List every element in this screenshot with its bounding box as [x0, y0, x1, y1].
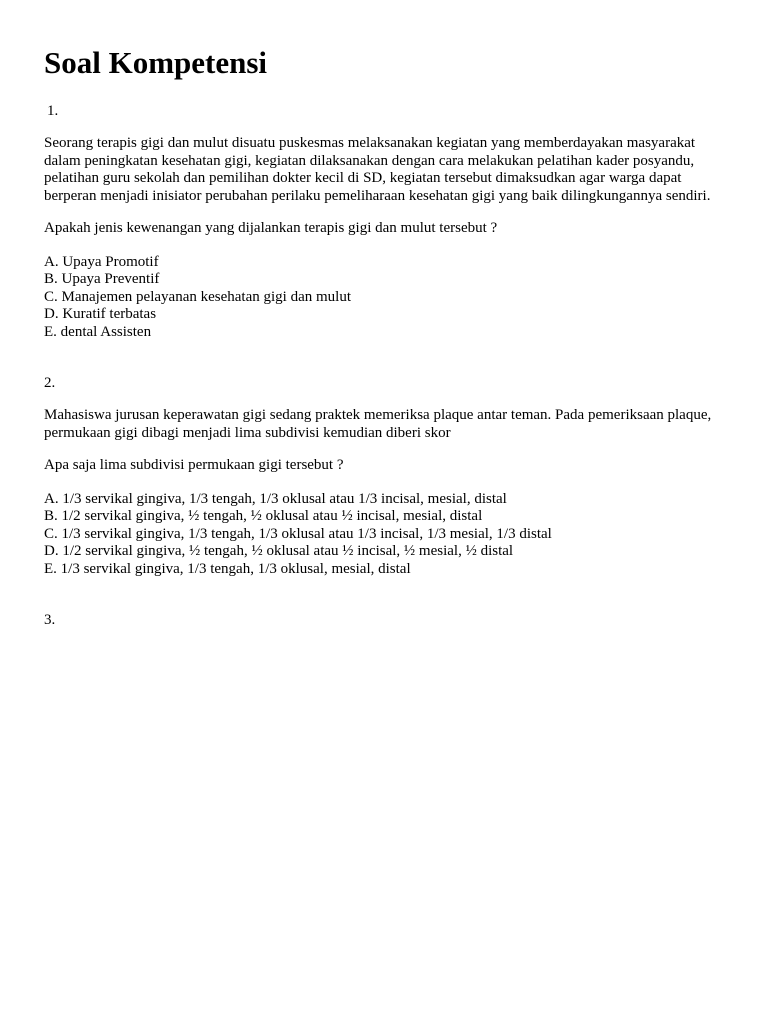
option-c: C. Manajemen pelayanan kesehatan gigi dan mulut [44, 288, 351, 305]
question-number: 3. [44, 612, 56, 628]
option-d: D. Kuratif terbatas [44, 306, 157, 323]
question-1 [44, 102, 724, 341]
question-text: Mahasiswa jurusan keperawatan gigi sedang praktek memeriksa plaque antar teman. Pada pemeriksaan plaque, permukaan gigi dibagi menjadi lima subdivisi kemudian diberi skor [44, 407, 712, 441]
option-a: A. Upaya Promotif [44, 253, 159, 270]
question-prompt: Apakah jenis kewenangan yang dijalankan terapis gigi dan mulut tersebut ? [44, 220, 498, 236]
option-c: C. 1/3 servikal gingiva, 1/3 tengah, 1/3 oklusal atau 1/3 incisal, 1/3 mesial, 1/3 distal [44, 525, 552, 542]
question-prompt: Apa saja lima subdivisi permukaan gigi tersebut ? [44, 457, 344, 473]
option-b: B. Upaya Preventif [44, 271, 160, 288]
option-b: B. 1/2 servikal gingiva, ½ tengah, ½ oklusal atau ½ incisal, mesial, distal [44, 508, 483, 525]
question-2 [44, 374, 724, 578]
option-a: A. 1/3 servikal gingiva, 1/3 tengah, 1/3 oklusal atau 1/3 incisal, mesial, distal [44, 490, 507, 507]
question-3 [44, 611, 724, 629]
option-e: E. dental Assisten [44, 323, 152, 340]
question-text: Seorang terapis gigi dan mulut disuatu puskesmas melaksanakan kegiatan yang memberdayakan masyarakat dalam peningkatan kesehatan gigi, kegiatan dilaksanakan dengan cara melakukan pelatihan kader posyandu, pelatihan guru sekolah dan pemilihan dokter kecil di SD, kegiatan tersebut dimaksudkan agar warga dapat berperan menjadi inisiator perubahan perilaku pemeliharaan kesehatan gigi yang baik dilingkungannya sendiri. [44, 135, 711, 204]
document-title: Soal Kompetensi [44, 45, 268, 80]
option-e: E. 1/3 servikal gingiva, 1/3 tengah, 1/3 oklusal, mesial, distal [44, 560, 411, 577]
answer-options [44, 491, 724, 579]
question-number: 2. [44, 375, 56, 391]
option-d: D. 1/2 servikal gingiva, ½ tengah, ½ oklusal atau ½ incisal, ½ mesial, ½ distal [44, 543, 514, 560]
question-number: 1. [47, 103, 59, 119]
answer-options [44, 254, 724, 342]
